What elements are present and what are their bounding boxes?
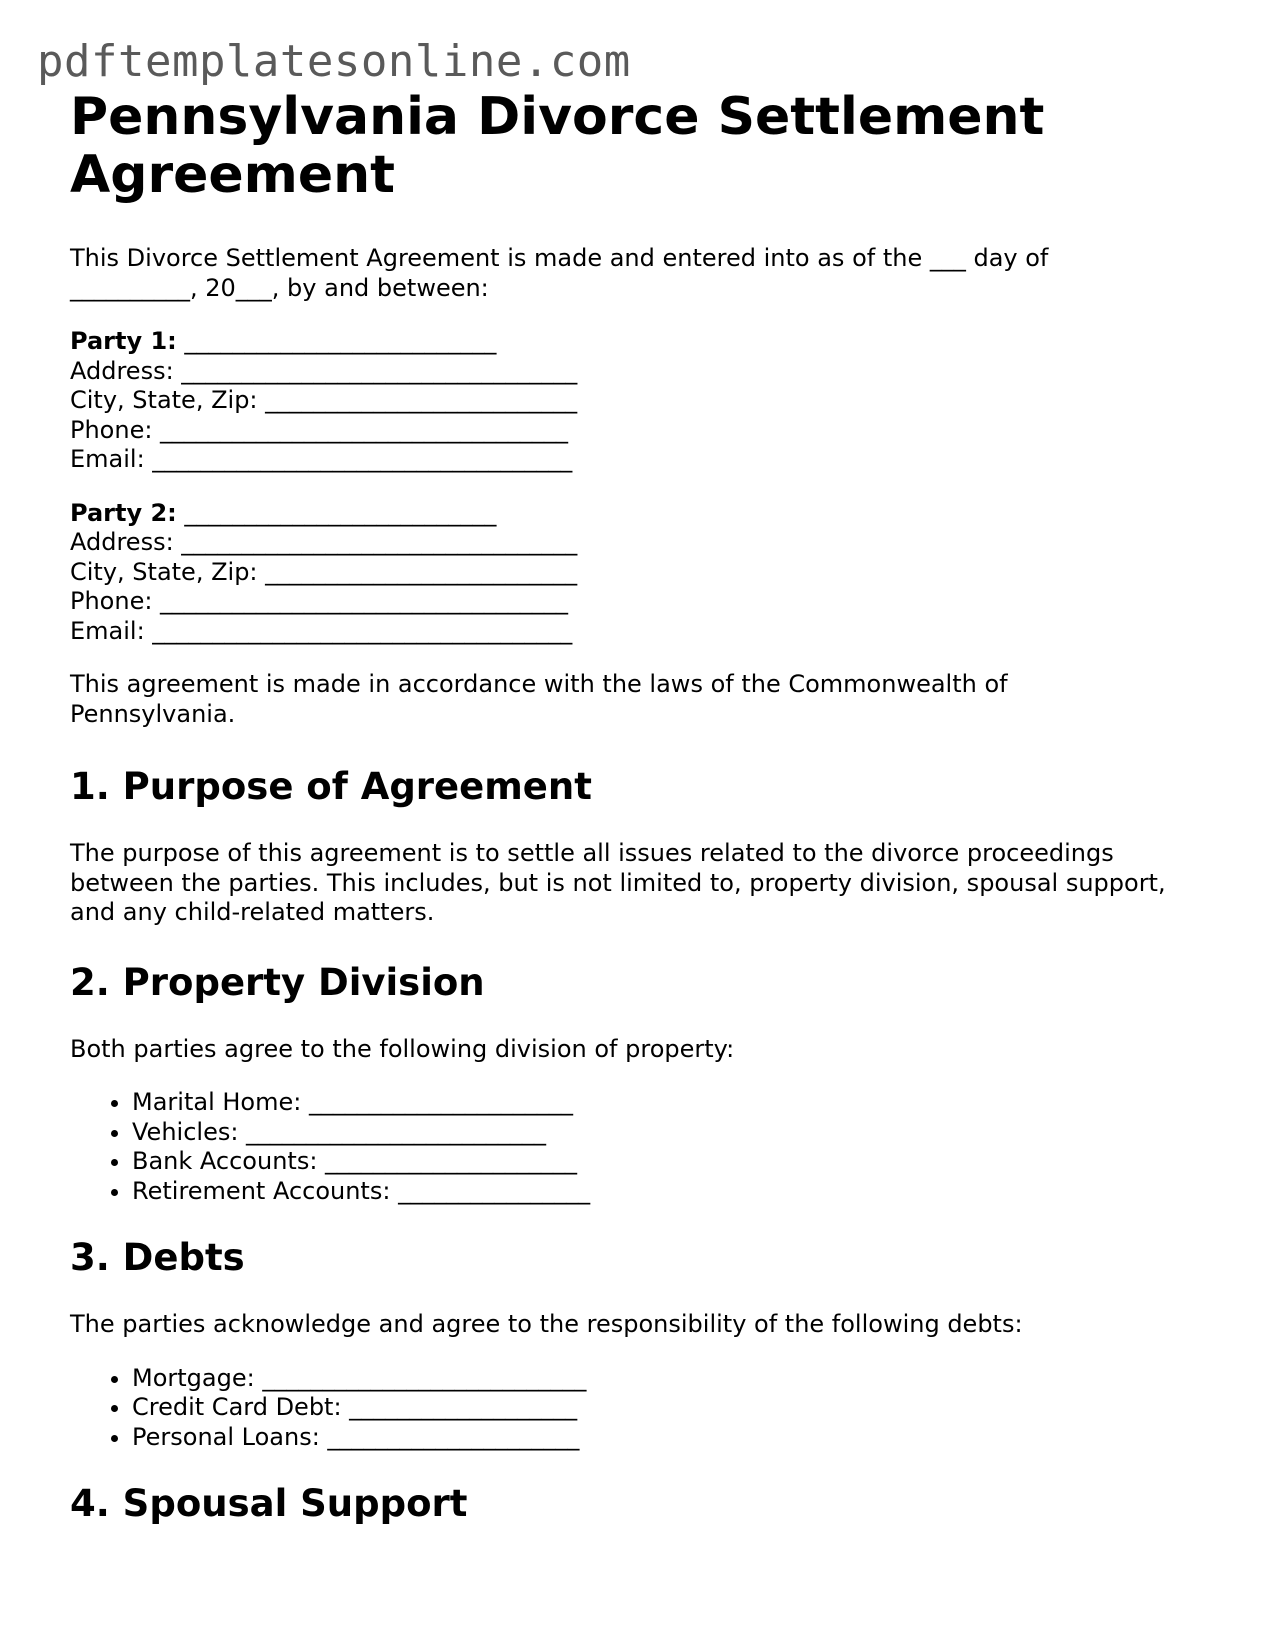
party-2-block (70, 499, 1220, 647)
section-1-text (70, 839, 1220, 928)
intro-paragraph (70, 244, 1220, 303)
party-1-name-line (70, 327, 1220, 357)
section-1-heading: 1. Purpose of Agreement (70, 765, 592, 808)
law-line-2: Pennsylvania. (70, 699, 236, 728)
watermark: pdftemplatesonline.com (37, 36, 631, 87)
governing-law-paragraph (70, 670, 1220, 729)
list-item-personal-loans: • Personal Loans: _____________________ (132, 1423, 1220, 1453)
list-item-vehicles: • Vehicles: _________________________ (132, 1118, 1220, 1148)
section-3-text: The parties acknowledge and agree to the responsibility of the following debts: (70, 1310, 1023, 1338)
section-2-heading: 2. Property Division (70, 960, 485, 1004)
document-title: Pennsylvania Divorce Settlement Agreement (70, 87, 1045, 205)
party-2-city: City, State, Zip: __________________________ (70, 557, 578, 586)
section-3-heading: 3. Debts (70, 1236, 245, 1279)
list-item-marital-home: • Marital Home: ______________________ (132, 1088, 1220, 1118)
property-list (70, 1088, 1220, 1206)
list-item-credit-card-debt: • Credit Card Debt: ___________________ (132, 1393, 1220, 1423)
party-1-label: Party 1: (70, 327, 177, 355)
list-item-retirement-accounts: • Retirement Accounts: ________________ (132, 1177, 1220, 1207)
party-1-block (70, 327, 1220, 475)
section-1-line-2: between the parties. This includes, but is not limited to, property division, spousal support, (70, 868, 1166, 897)
party-1-city: City, State, Zip: __________________________ (70, 386, 578, 414)
party-2-label: Party 2: (70, 498, 177, 527)
party-1-name-field: __________________________ (176, 327, 497, 355)
intro-line-1: This Divorce Settlement Agreement is made and entered into as of the ___ day of (70, 244, 1049, 272)
debts-list (70, 1364, 1220, 1453)
section-1-line-1: The purpose of this agreement is to settle all issues related to the divorce proceedings (70, 839, 1114, 867)
section-1-line-3: and any child-related matters. (70, 898, 435, 926)
party-2-name-field: __________________________ (176, 498, 497, 527)
document-page (70, 88, 1220, 1526)
section-4-heading: 4. Spousal Support (70, 1482, 468, 1525)
party-2-email: Email: ___________________________________ (70, 616, 573, 645)
party-1-address: Address: _________________________________ (70, 356, 578, 385)
party-1-phone: Phone: __________________________________ (70, 415, 569, 444)
section-2-text: Both parties agree to the following division of property: (70, 1034, 735, 1063)
party-2-address: Address: _________________________________ (70, 528, 578, 556)
list-item-bank-accounts: • Bank Accounts: _____________________ (132, 1147, 1220, 1177)
party-2-phone: Phone: __________________________________ (70, 587, 569, 615)
list-item-mortgage: • Mortgage: ___________________________ (132, 1364, 1220, 1394)
intro-line-2: __________, 20___, by and between: (70, 273, 489, 302)
law-line-1: This agreement is made in accordance with the laws of the Commonwealth of (70, 670, 1008, 698)
party-1-email: Email: ___________________________________ (70, 445, 573, 473)
party-2-name-line (70, 499, 1220, 529)
